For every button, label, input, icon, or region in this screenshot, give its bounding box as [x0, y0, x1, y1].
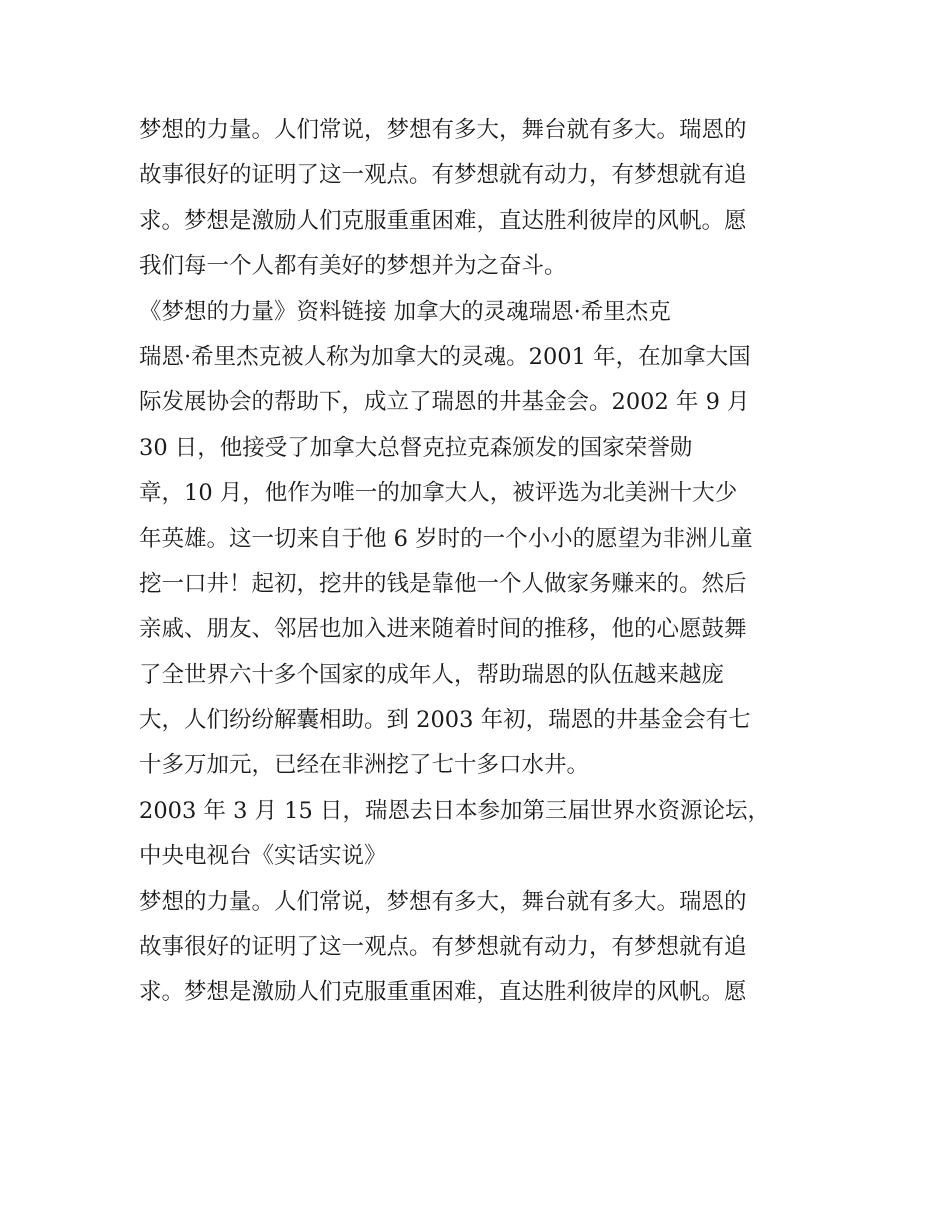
text-line: 我们每一个人都有美好的梦想并为之奋斗。 [139, 253, 567, 280]
text-line: 十多万加元，已经在非洲挖了七十多口水井。 [139, 752, 590, 779]
text-line: 30 日，他接受了加拿大总督克拉克森颁发的国家荣誉勋 [139, 434, 693, 461]
text-line: 章，10 月，他作为唯一的加拿大人，被评选为北美洲十大少 [139, 480, 738, 507]
text-line: 挖一口井！起初，挖井的钱是靠他一个人做家务赚来的。然后 [139, 570, 747, 597]
text-line: 瑞恩·希里杰克被人称为加拿大的灵魂。2001 年，在加拿大国 [139, 343, 751, 370]
text-line: 故事很好的证明了这一观点。有梦想就有动力，有梦想就有追 [139, 934, 747, 961]
text-line: 梦想的力量。人们常说，梦想有多大，舞台就有多大。瑞恩的 [139, 117, 747, 143]
text-line: 亲戚、朋友、邻居也加入进来随着时间的推移，他的心愿鼓舞 [139, 616, 747, 643]
text-line: 际发展协会的帮助下，成立了瑞恩的井基金会。2002 年 9 月 [139, 389, 750, 416]
text-line: 梦想的力量。人们常说，梦想有多大，舞台就有多大。瑞恩的 [139, 888, 747, 915]
text-line: 大，人们纷纷解囊相助。到 2003 年初，瑞恩的井基金会有七 [139, 707, 751, 734]
text-line: 求。梦想是激励人们克服重重困难，直达胜利彼岸的风帆。愿 [139, 979, 747, 1006]
text-line: 中央电视台《实话实说》 [139, 843, 387, 870]
text-line: 故事很好的证明了这一观点。有梦想就有动力，有梦想就有追 [139, 162, 747, 189]
document-body [139, 108, 819, 1016]
section-heading: 《梦想的力量》资料链接 加拿大的灵魂瑞恩·希里杰克 [139, 298, 671, 325]
text-line: 求。梦想是激励人们克服重重困难，直达胜利彼岸的风帆。愿 [139, 207, 747, 234]
text-line: 2003 年 3 月 15 日，瑞恩去日本参加第三届世界水资源论坛， [139, 797, 770, 824]
text-line: 了全世界六十多个国家的成年人，帮助瑞恩的队伍越来越庞 [139, 661, 725, 688]
text-line: 年英雄。这一切来自于他 6 岁时的一个小小的愿望为非洲儿童 [139, 525, 753, 552]
